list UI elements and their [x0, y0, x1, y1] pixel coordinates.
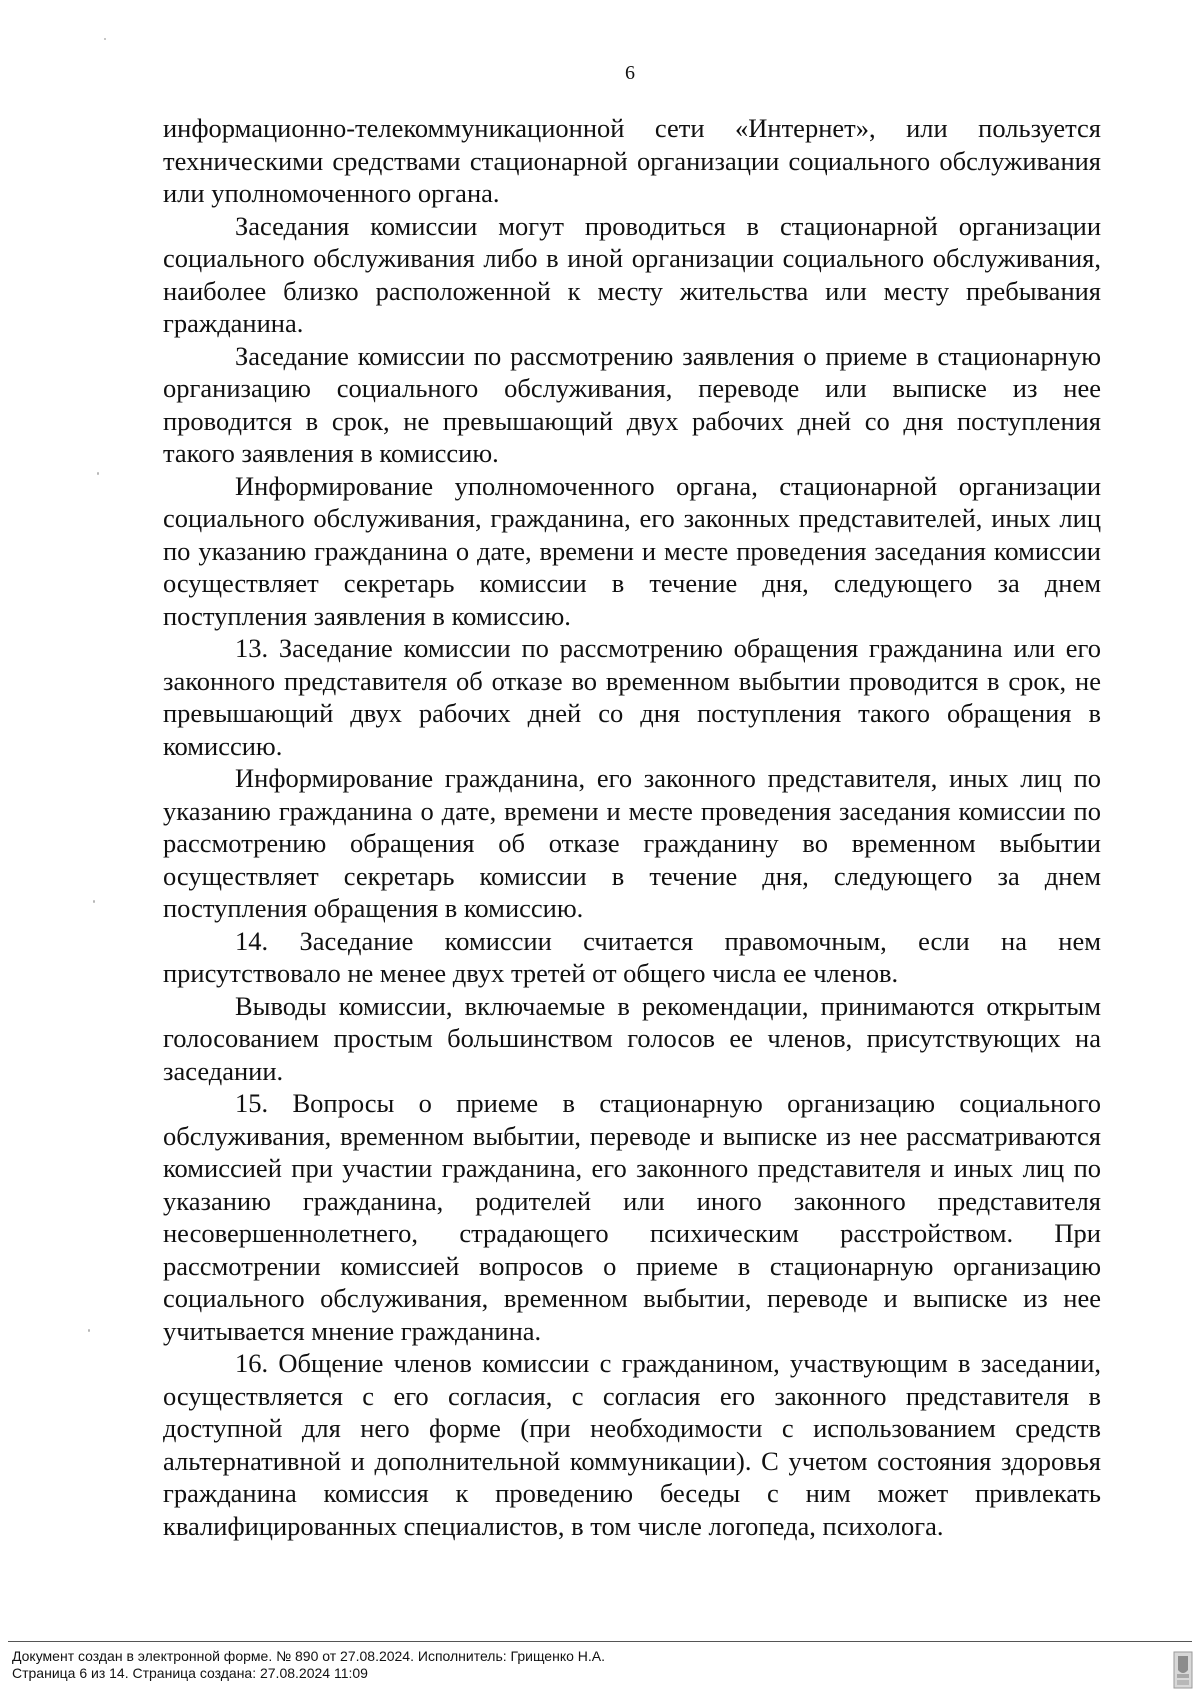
- paragraph: Информирование гражданина, его законного представителя, иных лиц по указанию гражданина о дате, времени и месте проведения заседания комиссии по рассмотрению обращения об отказе гражданину во временном выбытии осуществляет секретарь комиссии в течение дня, следующего за днем поступления обращения в комиссию.: [163, 763, 1101, 923]
- paragraph-continuation: информационно-телекоммуникационной сети «Интернет», или пользуется техническими средствами стационарной организации социального обслуживания или уполномоченного органа.: [163, 113, 1101, 208]
- paragraph-item-16: 16. Общение членов комиссии с гражданином, участвующим в заседании, осуществляется с его согласия, с согласия его законного представителя в доступной для него форме (при необходимости с использованием средств альтернативной и дополнительной коммуникации). С учетом состояния здоровья гражданина комиссия к проведению беседы с ним может привлекать квалифицированных специалистов, в том числе логопеда, психолога.: [163, 1348, 1101, 1541]
- footer-divider: [8, 1641, 1192, 1642]
- document-body: [163, 112, 1101, 1542]
- paragraph: Выводы комиссии, включаемые в рекомендации, принимаются открытым голосованием простым большинством голосов ее членов, присутствующих на заседании.: [163, 990, 1101, 1086]
- scan-artifact: [104, 38, 106, 40]
- paragraph-item-13: 13. Заседание комиссии по рассмотрению обращения гражданина или его законного представителя об отказе во временном выбытии проводится в срок, не превышающий двух рабочих дней со дня поступления такого обращения в комиссию.: [163, 633, 1101, 761]
- paragraph-item-15: 15. Вопросы о приеме в стационарную организацию социального обслуживания, временном выбытии, переводе и выписке из нее рассматриваются комиссией при участии гражданина, его законного представителя и иных лиц по указанию гражданина, родителей или иного законного представителя несовершеннолетнего, страдающего психическим расстройством. При рассмотрении комиссией вопросов о приеме в стационарную организацию социального обслуживания, временном выбытии, переводе и выписке из нее учитывается мнение гражданина.: [163, 1088, 1101, 1346]
- paragraph: Заседание комиссии по рассмотрению заявления о приеме в стационарную организацию социального обслуживания, переводе или выписке из нее проводится в срок, не превышающий двух рабочих дней со дня поступления такого заявления в комиссию.: [163, 340, 1101, 468]
- scan-artifact: [93, 900, 95, 903]
- scan-artifact: [97, 472, 99, 475]
- footer-line-page-info: Страница 6 из 14. Страница создана: 27.08.2024 11:09: [12, 1665, 368, 1681]
- paragraph: Информирование уполномоченного органа, стационарной организации социального обслуживания, гражданина, его законных представителей, иных лиц по указанию гражданина о дате, времени и месте проведения заседания комиссии осуществляет секретарь комиссии в течение дня, следующего за днем поступления заявления в комиссию.: [163, 470, 1101, 631]
- paragraph-item-14: 14. Заседание комиссии считается правомочным, если на нем присутствовало не менее двух третей от общего числа ее членов.: [163, 925, 1101, 988]
- footer-line-document-info: Документ создан в электронной форме. № 890 от 27.08.2024. Исполнитель: Грищенко Н.А.: [12, 1648, 606, 1664]
- paragraph: Заседания комиссии могут проводиться в стационарной организации социального обслуживания либо в иной организации социального обслуживания, наиболее близко расположенной к месту жительства или месту пребывания гражданина.: [163, 210, 1101, 338]
- coat-of-arms-icon: [1172, 1650, 1194, 1690]
- document-footer: [12, 1648, 605, 1682]
- scan-artifact: [88, 1329, 90, 1332]
- page-number: 6: [625, 62, 635, 84]
